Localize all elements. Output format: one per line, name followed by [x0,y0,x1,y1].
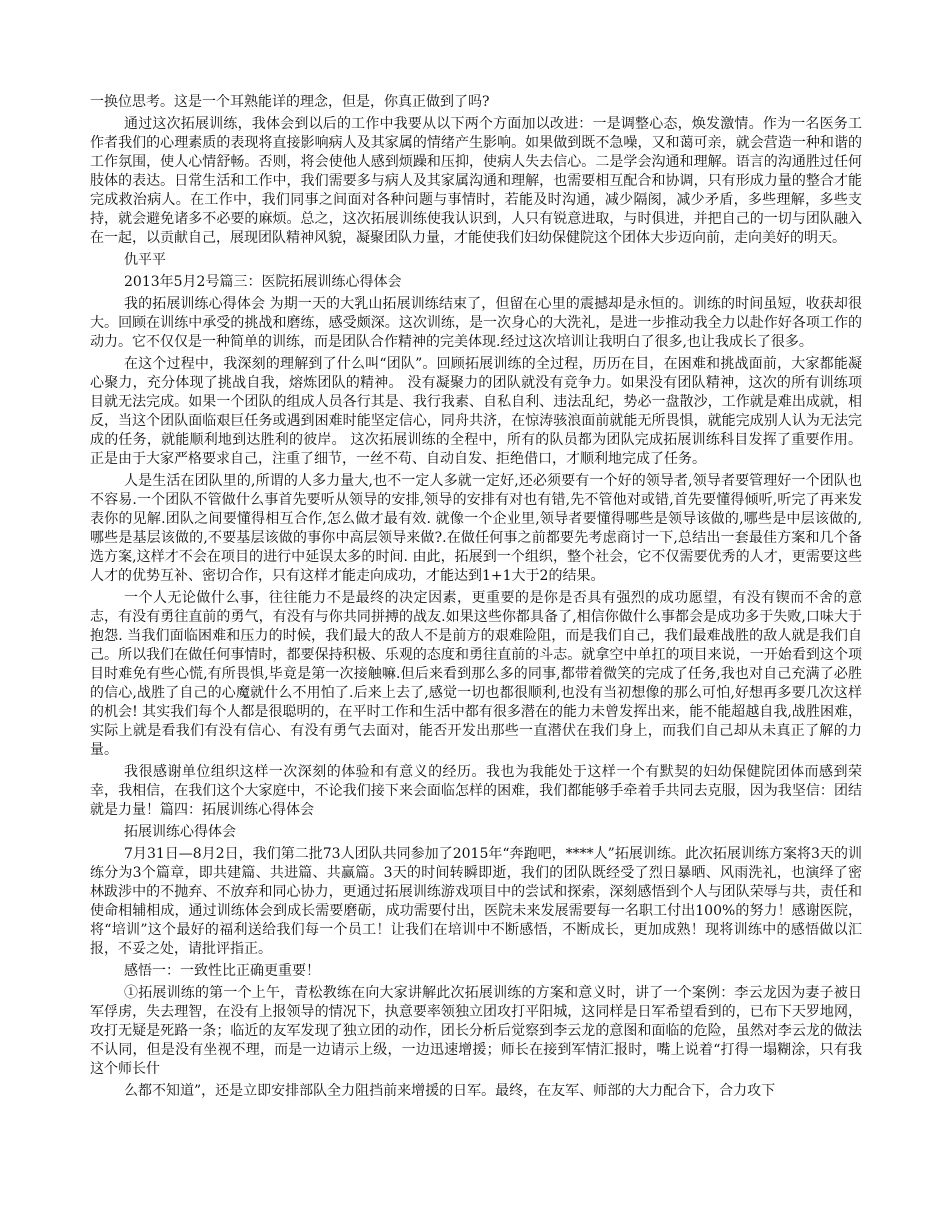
paragraph: 在这个过程中，我深刻的理解到了什么叫“团队”。回顾拓展训练的全过程，历历在目，在困难和挑战面前，大家都能凝心聚力，充分体现了挑战自我，熔炼团队的精神。 没有凝聚力的团队就没有竞争力。如果没有团队精神，这次的所有训练项目就无法完成。如果一个团队的组成人员各行其是、我行我素、自私自利、违法乱纪，势必一盘散沙，工作就是难出成就，相反，当这个团队面临艰巨任务或遇到困难时能坚定信心，同舟共济，在惊涛骇浪面前就能无所畏惧，就能完成别人认为无法完成的任务，就能顺利地到达胜利的彼岸。 这次拓展训练的全程中，所有的队员都为团队完成拓展训练科目发挥了重要作用。正是由于大家严格要求自己，注重了细节，一丝不苟、自动自发、拒绝借口，才顺利地完成了任务。 [90,356,862,467]
paragraph: ①拓展训练的第一个上午，青松教练在向大家讲解此次拓展训练的方案和意义时，讲了一个案例：李云龙因为妻子被日军俘虏，失去理智，在没有上报领导的情况下，执意要率领独立团攻打平阳城，这同样是日军希望看到的，已布下天罗地网，攻打无疑是死路一条；临近的友军发现了独立团的动作，团长分析后觉察到李云龙的意图和面临的危险，虽然对李云龙的做法不认同，但是没有坐视不理，而是一边请示上级，一边迅速增援；师长在接到军情汇报时，嘴上说着“打得一塌糊涂，只有我这个师长什 [90,985,862,1077]
paragraph: 我很感谢单位组织这样一次深刻的体验和有意义的经历。我也为我能处于这样一个有默契的妇幼保健院团体而感到荣幸，我相信，在我们这个大家庭中，不论我们接下来会面临怎样的困难，我们都能够手牵着手共同去克服，因为我坚信：团结就是力量！篇四：拓展训练心得体会 [90,764,862,818]
paragraph: 人是生活在团队里的,所谓的人多力量大,也不一定人多就一定好,还必须要有一个好的领导者,领导者要管理好一个团队也不容易.一个团队不管做什么事首先要听从领导的安排,领导的安排有对也有错,先不管他对或错,首先要懂得倾听,听完了再来发表你的见解.团队之间要懂得相互合作,怎么做才最有效. 就像一个企业里,领导者要懂得哪些是领导该做的,哪些是中层该做的,哪些是基层该做的,不要基层该做的事你中高层领导来做?.在做任何事之前都要先考虑商讨一下,总结出一套最佳方案和几个备选方案,这样才不会在项目的进行中延误太多的时间. 由此，拓展到一个组织，整个社会，它不仅需要优秀的人才，更需要这些人才的优势互补、密切合作，只有这样才能走向成功，才能达到1+1大于2的结果。 [90,473,862,584]
paragraph: 拓展训练心得体会 [124,824,236,840]
paragraph: 仇平平 [124,252,166,268]
paragraph: 一换位思考。这是一个耳熟能详的理念，但是，你真正做到了吗? [90,94,490,110]
paragraph: 7月31日—8月2日，我们第二批73人团队共同参加了2015年“奔跑吧，****人”拓展训练。此次拓展训练方案将3天的训练分为3个篇章，即共建篇、共进篇、共赢篇。3天的时间转瞬即逝，我们的团队既经受了烈日暴晒、风雨洗礼，也演绎了密林跋涉中的不抛弃、不放弃和同心协力，更通过拓展训练游戏项目中的尝试和探索，深刻感悟到个人与团队荣辱与共，责任和使命相辅相成，通过训练体会到成长需要磨砺，成功需要付出，医院未来发展需要每一名职工付出100%的努力！感谢医院，将“培训”这个最好的福利送给我们每一个员工！让我们在培训中不断感悟，不断成长，更加成熟！现将训练中的感悟做以汇报，不妥之处，请批评指正。 [90,846,862,957]
paragraph: 一个人无论做什么事，往往能力不是最终的决定因素，更重要的是你是否具有强烈的成功愿望，有没有锲而不舍的意志，有没有勇往直前的勇气，有没有与你共同拼搏的战友.如果这些你都具备了,相信你做什么事都会是成功多于失败,口味大于抱怨. 当我们面临困难和压力的时候，我们最大的敌人不是前方的艰难险阻，而是我们自己，我们最难战胜的敌人就是我们自己。所以我们在做任何事情时，都要保持积极、乐观的态度和勇往直前的斗志。就拿空中单扛的项目来说，一开始看到这个项目时难免有些心慌,有所畏惧,毕竟是第一次接触嘛.但后来看到那么多的同事,都带着微笑的完成了任务,我也对自己充满了必胜的信心,战胜了自己的心魔就什么不用怕了.后来上去了,感觉一切也都很顺利,也没有当初想像的那么可怕,好想再多要几次这样的机会! 其实我们每个人都是很聪明的，在平时工作和生活中都有很多潜在的能力未曾发挥出来，能不能超越自我,战胜困难，实际上就是看我们有没有信心、有没有勇气去面对，能否开发出那些一直潜伏在我们身上，而我们自己却从未真正了解的力量。 [90,590,862,758]
paragraph: 通过这次拓展训练，我体会到以后的工作中我要从以下两个方面加以改进：一是调整心态，焕发激情。作为一名医务工作者我们的心理素质的表现将直接影响病人及其家属的情绪产生影响。如果做到既不急噪，又和蔼可亲，就会营造一种和谐的工作氛围，使人心情舒畅。否则，将会使他人感到烦躁和压抑，使病人失去信心。二是学会沟通和理解。语言的沟通胜过任何肢体的表达。日常生活和工作中，我们需要多与病人及其家属沟通和理解，也需要相互配合和协调，只有形成力量的整合才能完成救治病人。在工作中，我们同事之间面对各种问题与事情时，若能及时沟通，减少隔阂，减少矛盾，多些理解，多些支持，就会避免诸多不必要的麻烦。总之，这次拓展训练使我认识到，人只有锐意进取，与时俱进，并把自己的一切与团队融入在一起，以贡献自己，展现团队精神风貌，凝聚团队力量，才能使我们妇幼保健院这个团体大步迈向前，走向美好的明天。 [90,116,862,246]
paragraph: 我的拓展训练心得体会 为期一天的大乳山拓展训练结束了，但留在心里的震撼却是永恒的。训练的时间虽短，收获却很大。回顾在训练中承受的挑战和磨练，感受颇深。这次训练，是一次身心的大洗礼，是进一步推动我全力以赴作好各项工作的动力。它不仅仅是一种简单的训练，而是团队合作精神的完美体现.经过这次培训让我明白了很多,也让我成长了很多。 [90,296,862,350]
paragraph: 么都不知道”，还是立即安排部队全力阻挡前来增援的日军。最终，在友军、师部的大力配合下，合力攻下 [124,1083,776,1099]
paragraph: 2013年5月2号篇三：医院拓展训练心得体会 [124,274,402,290]
paragraph: 感悟一：一致性比正确更重要！ [124,963,320,979]
